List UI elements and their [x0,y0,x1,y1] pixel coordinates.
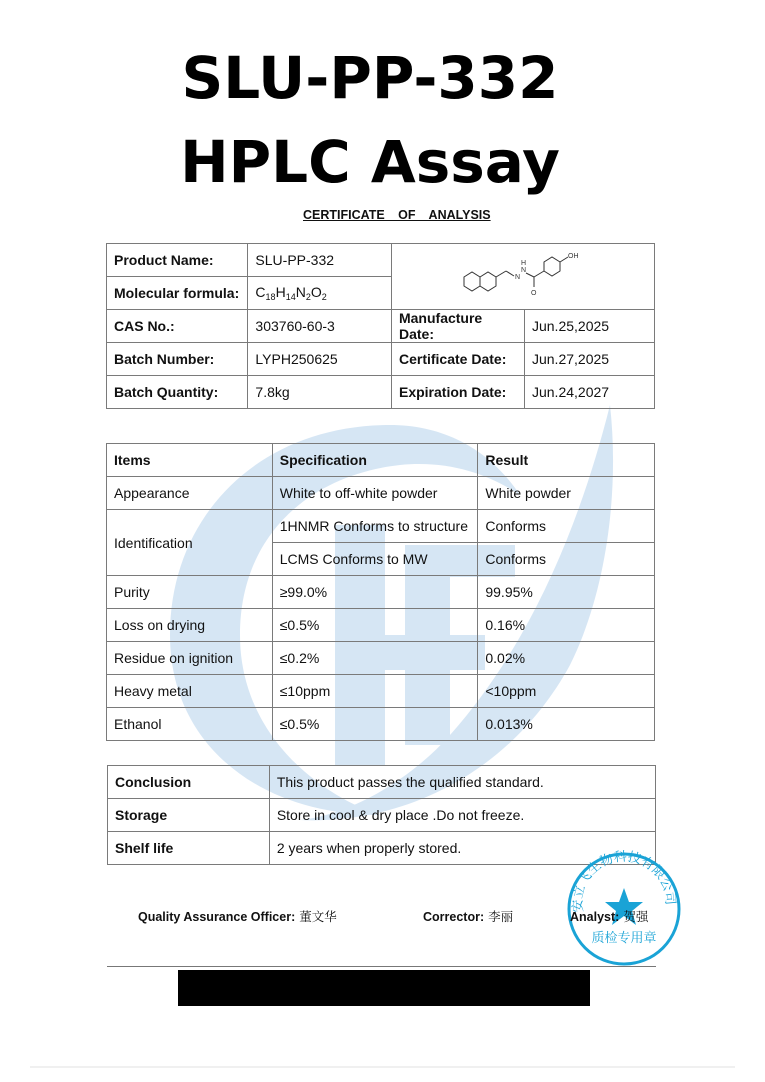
spec-cell: LCMS Conforms to MW [272,543,478,576]
certificate-subtitle: CERTIFICATE OF ANALYSIS [303,208,491,222]
spec-cell: 1HNMR Conforms to structure [272,510,478,543]
product-info-table [106,243,655,409]
table-row [108,766,656,799]
table-row [107,576,655,609]
table-row [107,609,655,642]
certificate-date-label: Certificate Date: [391,343,524,376]
svg-text:N: N [520,266,527,274]
cas-value: 303760-60-3 [248,310,392,343]
item-cell: Residue on ignition [107,642,273,675]
expiration-date-label: Expiration Date: [391,376,524,409]
table-row [107,510,655,543]
spec-cell: White to off-white powder [272,477,478,510]
item-cell: Ethanol [107,708,273,741]
manufacture-date-value: Jun.25,2025 [524,310,654,343]
analyst-signature: Analyst: 贺强 [570,910,649,924]
page-title-assay: HPLC Assay [180,128,560,196]
corrector-signature: Corrector: 李丽 [423,910,514,924]
storage-label: Storage [108,799,270,832]
shelf-life-value: 2 years when properly stored. [269,832,655,865]
item-cell: Purity [107,576,273,609]
svg-text:安立飞生物科技有限公司: 安立飞生物科技有限公司 [570,850,678,913]
spec-cell: ≤0.5% [272,708,478,741]
result-cell: White powder [478,477,655,510]
spec-cell: ≤0.5% [272,609,478,642]
result-cell: <10ppm [478,675,655,708]
qa-officer-name: 董文华 [299,910,337,924]
batch-quantity-label: Batch Quantity: [107,376,248,409]
item-cell: Heavy metal [107,675,273,708]
header-result: Result [478,444,655,477]
table-header-row [107,444,655,477]
footer-divider [107,966,656,967]
result-cell: 0.013% [478,708,655,741]
shelf-life-label: Shelf life [108,832,270,865]
conclusion-value: This product passes the qualified standard. [269,766,655,799]
redaction-bar [178,970,590,1006]
storage-value: Store in cool & dry place .Do not freeze. [269,799,655,832]
table-row [107,675,655,708]
item-cell: Appearance [107,477,273,510]
svg-text:O: O [530,289,537,297]
table-row [107,642,655,675]
qa-officer-signature: Quality Assurance Officer: 董文华 [138,910,337,924]
page-bottom-edge [30,1066,735,1068]
result-cell: 0.16% [478,609,655,642]
item-cell: Identification [107,510,273,576]
result-cell: Conforms [478,510,655,543]
certificate-date-value: Jun.27,2025 [524,343,654,376]
table-row [107,343,655,376]
table-row [107,708,655,741]
svg-text:质检专用章: 质检专用章 [591,931,657,946]
table-row [107,244,655,277]
batch-number-value: LYPH250625 [248,343,392,376]
page-title-product: SLU-PP-332 [181,44,559,112]
chemical-structure-cell [391,244,654,310]
manufacture-date-label: Manufacture Date: [391,310,524,343]
spec-cell: ≤10ppm [272,675,478,708]
header-specification: Specification [272,444,478,477]
table-row [107,310,655,343]
corrector-name: 李丽 [488,910,514,924]
batch-quantity-value: 7.8kg [248,376,392,409]
item-cell: Loss on drying [107,609,273,642]
svg-text:OH: OH [567,252,579,260]
result-cell: Conforms [478,543,655,576]
chemical-structure-diagram [392,245,654,309]
header-items: Items [107,444,273,477]
product-name-value: SLU-PP-332 [248,244,392,277]
molecular-formula-value: $C_{18}H_{14}N_2O_2$ [248,277,392,310]
analyst-name: 贺强 [623,910,649,924]
svg-text:H: H [520,259,527,267]
product-name-label: Product Name: [107,244,248,277]
molecular-formula-label: Molecular formula: [107,277,248,310]
spec-cell: ≥99.0% [272,576,478,609]
batch-number-label: Batch Number: [107,343,248,376]
spec-cell: ≤0.2% [272,642,478,675]
result-cell: 0.02% [478,642,655,675]
svg-text:N: N [514,273,521,281]
expiration-date-value: Jun.24,2027 [524,376,654,409]
result-cell: 99.95% [478,576,655,609]
cas-label: CAS No.: [107,310,248,343]
conclusion-label: Conclusion [108,766,270,799]
table-row [107,477,655,510]
test-results-table [106,443,655,741]
table-row [108,799,656,832]
table-row [107,376,655,409]
